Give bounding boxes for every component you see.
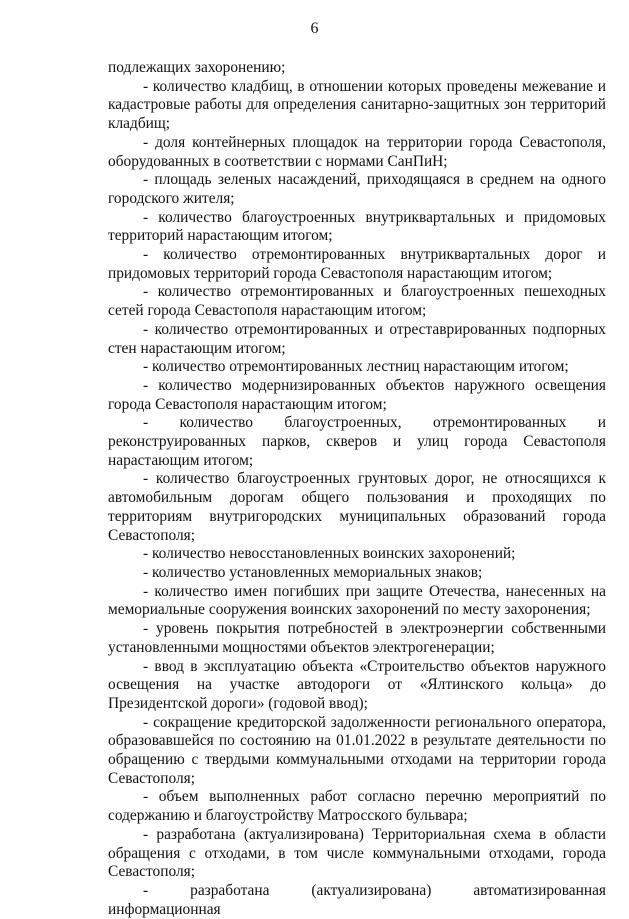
list-item: - уровень покрытия потребностей в электроэнергии собственными установленными мощностями объектов электрогенерации; — [108, 620, 606, 656]
document-body — [108, 59, 606, 919]
list-item: - количество имен погибших при защите Отечества, нанесенных на мемориальные сооружения воинских захоронений по месту захоронения; — [108, 582, 606, 619]
list-item: - количество отремонтированных лестниц нарастающим итогом; — [143, 358, 569, 376]
list-item: - количество модернизированных объектов наружного освещения города Севастополя нарастающим итогом; — [108, 376, 606, 413]
list-item: - разработана (актуализирована) автоматизированная информационная — [108, 881, 606, 918]
list-item: - количество невосстановленных воинских захоронений; — [143, 545, 516, 563]
list-item: - количество отремонтированных внутриквартальных дорог и придомовых территорий города Севастополя нарастающим итогом; — [108, 246, 606, 282]
list-item: - количество благоустроенных внутриквартальных и придомовых территорий нарастающим итогом; — [108, 208, 606, 245]
list-item: - объем выполненных работ согласно перечню мероприятий по содержанию и благоустройству Матросского бульвара; — [108, 788, 606, 825]
list-item: - количество благоустроенных грунтовых дорог, не относящихся к автомобильным дорогам общего пользования и проходящих по территориям внутригородских муниципальных образований города Севастополя; — [108, 470, 606, 544]
list-item: подлежащих захоронению; — [108, 59, 286, 76]
list-item: - количество отремонтированных и благоустроенных пешеходных сетей города Севастополя нарастающим итогом; — [108, 283, 606, 320]
list-item: - количество установленных мемориальных знаков; — [143, 563, 483, 581]
page-number: 6 — [310, 20, 319, 37]
list-item: - ввод в эксплуатацию объекта «Строительство объектов наружного освещения на участке автодороги от «Ялтинского кольца» до Президентской дороги» (годовой ввод); — [108, 657, 606, 712]
list-item: - количество благоустроенных, отремонтированных и реконструированных парков, скверов и улиц города Севастополя нарастающим итогом; — [108, 414, 606, 469]
list-item: - сокращение кредиторской задолженности регионального оператора, образовавшейся по состоянию на 01.01.2022 в результате деятельности по обращению с твердыми коммунальными отходами на территории города Севастополя; — [108, 713, 606, 787]
list-item: - количество кладбищ, в отношении которых проведены межевание и кадастровые работы для определения санитарно-защитных зон территорий кладбищ; — [108, 77, 606, 133]
list-item: - доля контейнерных площадок на территории города Севастополя, оборудованных в соответствии с нормами СанПиН; — [108, 133, 606, 170]
list-item: - разработана (актуализирована) Территориальная схема в области обращения с отходами, в том числе коммунальными отходами, города Севастополя; — [108, 825, 606, 881]
list-item: - количество отремонтированных и отреставрированных подпорных стен нарастающим итогом; — [108, 320, 606, 357]
list-item: - площадь зеленых насаждений, приходящаяся в среднем на одного городского жителя; — [108, 171, 606, 207]
